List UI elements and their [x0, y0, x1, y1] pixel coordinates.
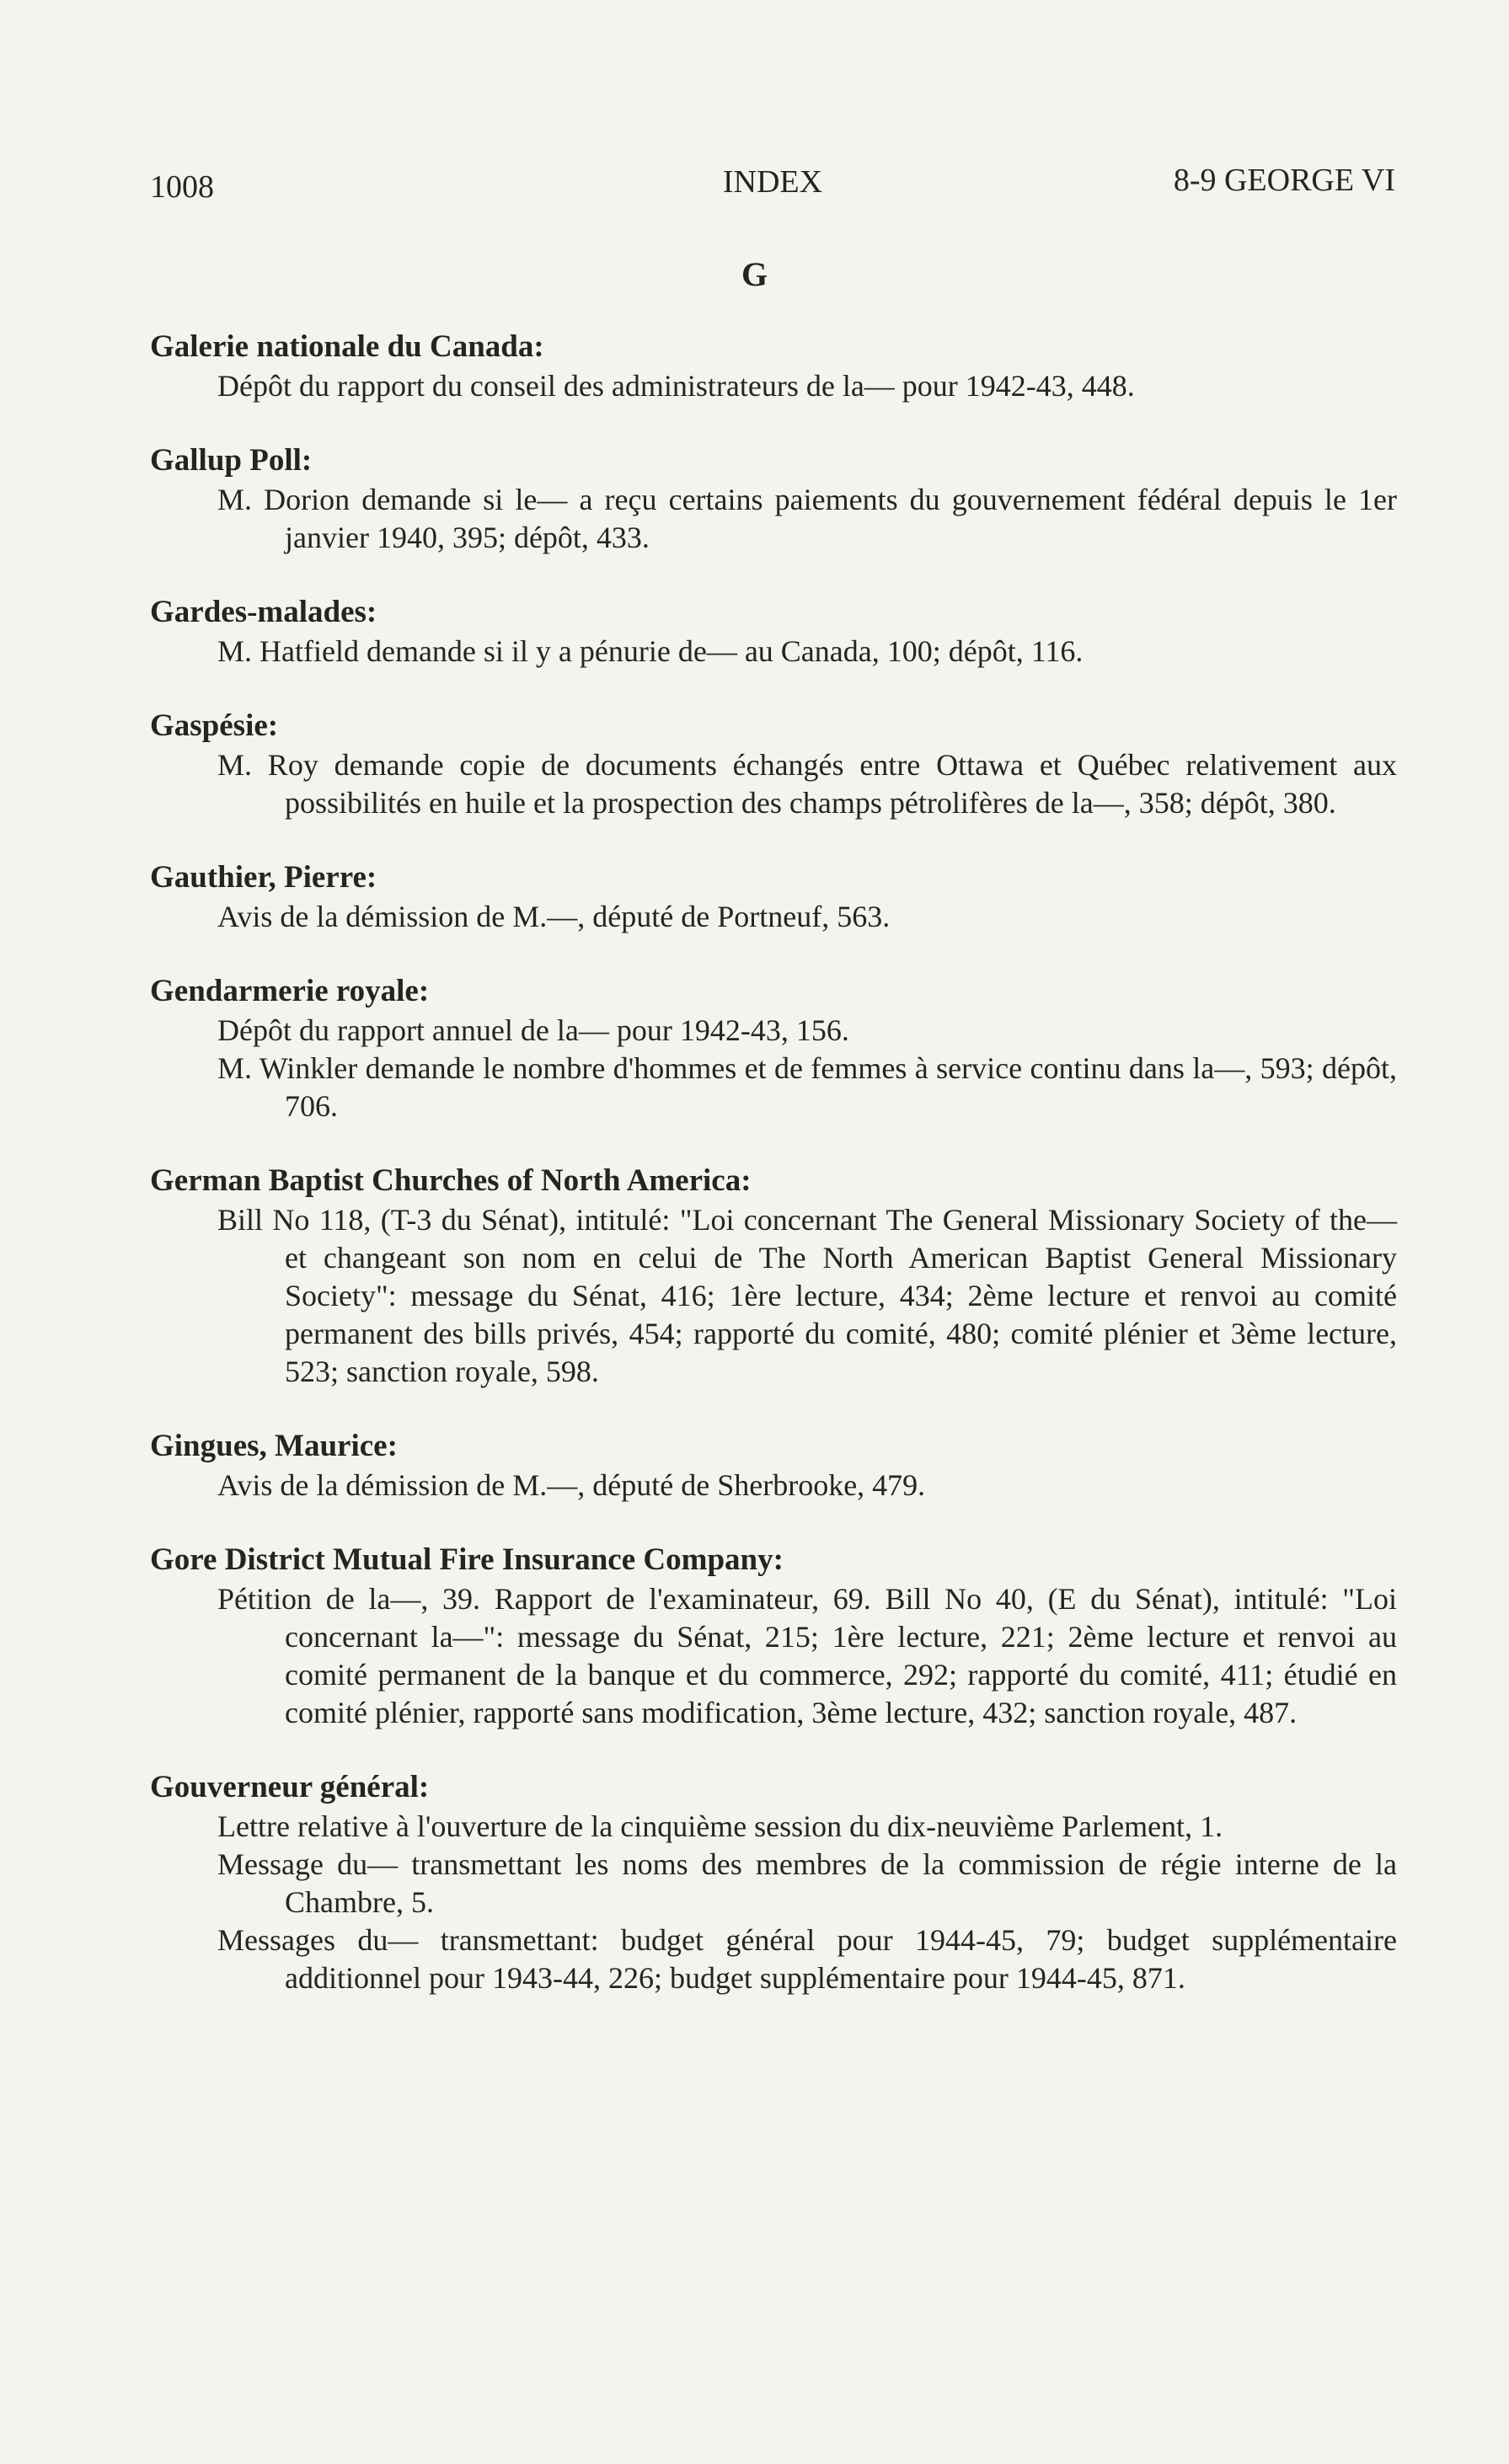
index-entry [150, 1161, 1397, 1391]
page-title: INDEX [722, 164, 823, 200]
index-entry [150, 1426, 1397, 1505]
entry-heading: Galerie nationale du Canada: [150, 329, 544, 364]
entry-subentry: Pétition de la—, 39. Rapport de l'examinateur, 69. Bill No 40, (E du Sénat), intitulé: "Loi concernant la—": message du Sénat, 215; 1ère lecture, 221; 2ème lecture et renvoi au comité permanent de la banque et du commerce, 292; rapporté du comité, 411; étudié en comité plénier, rapporté sans modification, 3ème lecture, 432; sanction royale, 487. [217, 1582, 1397, 1729]
entry-heading: Gauthier, Pierre: [150, 860, 377, 895]
entry-subentry: M. Winkler demande le nombre d'hommes et de femmes à service continu dans la—, 593; dépôt, 706. [217, 1051, 1397, 1123]
index-entry [150, 1540, 1397, 1732]
entry-subentry: M. Roy demande copie de documents échangés entre Ottawa et Québec relativement aux possibilités en huile et la prospection des champs pétrolifères de la—, 358; dépôt, 380. [217, 748, 1397, 820]
entry-heading: German Baptist Churches of North America: [150, 1163, 752, 1198]
entry-subentry: Dépôt du rapport du conseil des administrateurs de la— pour 1942-43, 448. [217, 369, 1135, 403]
index-entry [150, 327, 1397, 405]
entry-subentry: Bill No 118, (T-3 du Sénat), intitulé: "Loi concernant The General Missionary Society of the— et changeant son nom en celui de The North American Baptist General Missionary Society": message du Sénat, 416; 1ère lecture, 434; 2ème lecture et renvoi au comité permanent des bills privés, 454; rapporté du comité, 480; comité plénier et 3ème lecture, 523; sanction royale, 598. [217, 1203, 1397, 1388]
index-entry [150, 706, 1397, 822]
index-entries [150, 327, 1397, 2033]
session-label: 8-9 GEORGE VI [1173, 163, 1395, 198]
index-entry [150, 971, 1397, 1125]
index-entry [150, 858, 1397, 936]
entry-heading: Gingues, Maurice: [150, 1429, 398, 1463]
index-entry [150, 441, 1397, 557]
entry-heading: Gardes-malades: [150, 595, 377, 629]
page-header [150, 160, 1395, 211]
entry-subentry: Avis de la démission de M.—, député de Sherbrooke, 479. [217, 1468, 926, 1502]
entry-subentry: Message du— transmettant les noms des membres de la commission de régie interne de la Chambre, 5. [217, 1847, 1397, 1919]
entry-heading: Gallup Poll: [150, 443, 313, 478]
section-letter: G [741, 255, 768, 293]
entry-subentry: Dépôt du rapport annuel de la— pour 1942-43, 156. [217, 1013, 849, 1047]
entry-subentry: M. Dorion demande si le— a reçu certains paiements du gouvernement fédéral depuis le 1er janvier 1940, 395; dépôt, 433. [217, 483, 1397, 554]
entry-subentry: Messages du— transmettant: budget général pour 1944-45, 79; budget supplémentaire additionnel pour 1943-44, 226; budget supplémentaire pour 1944-45, 871. [217, 1923, 1397, 1995]
entry-heading: Gaspésie: [150, 708, 279, 743]
entry-subentry: Avis de la démission de M.—, député de Portneuf, 563. [217, 900, 891, 933]
page-number: 1008 [150, 169, 214, 205]
index-entry [150, 1767, 1397, 1997]
entry-heading: Gouverneur général: [150, 1770, 430, 1804]
entry-heading: Gendarmerie royale: [150, 974, 430, 1008]
entry-heading: Gore District Mutual Fire Insurance Company: [150, 1542, 784, 1577]
index-entry [150, 592, 1397, 671]
entry-subentry: M. Hatfield demande si il y a pénurie de— au Canada, 100; dépôt, 116. [217, 634, 1084, 668]
entry-subentry: Lettre relative à l'ouverture de la cinquième session du dix-neuvième Parlement, 1. [217, 1809, 1223, 1843]
